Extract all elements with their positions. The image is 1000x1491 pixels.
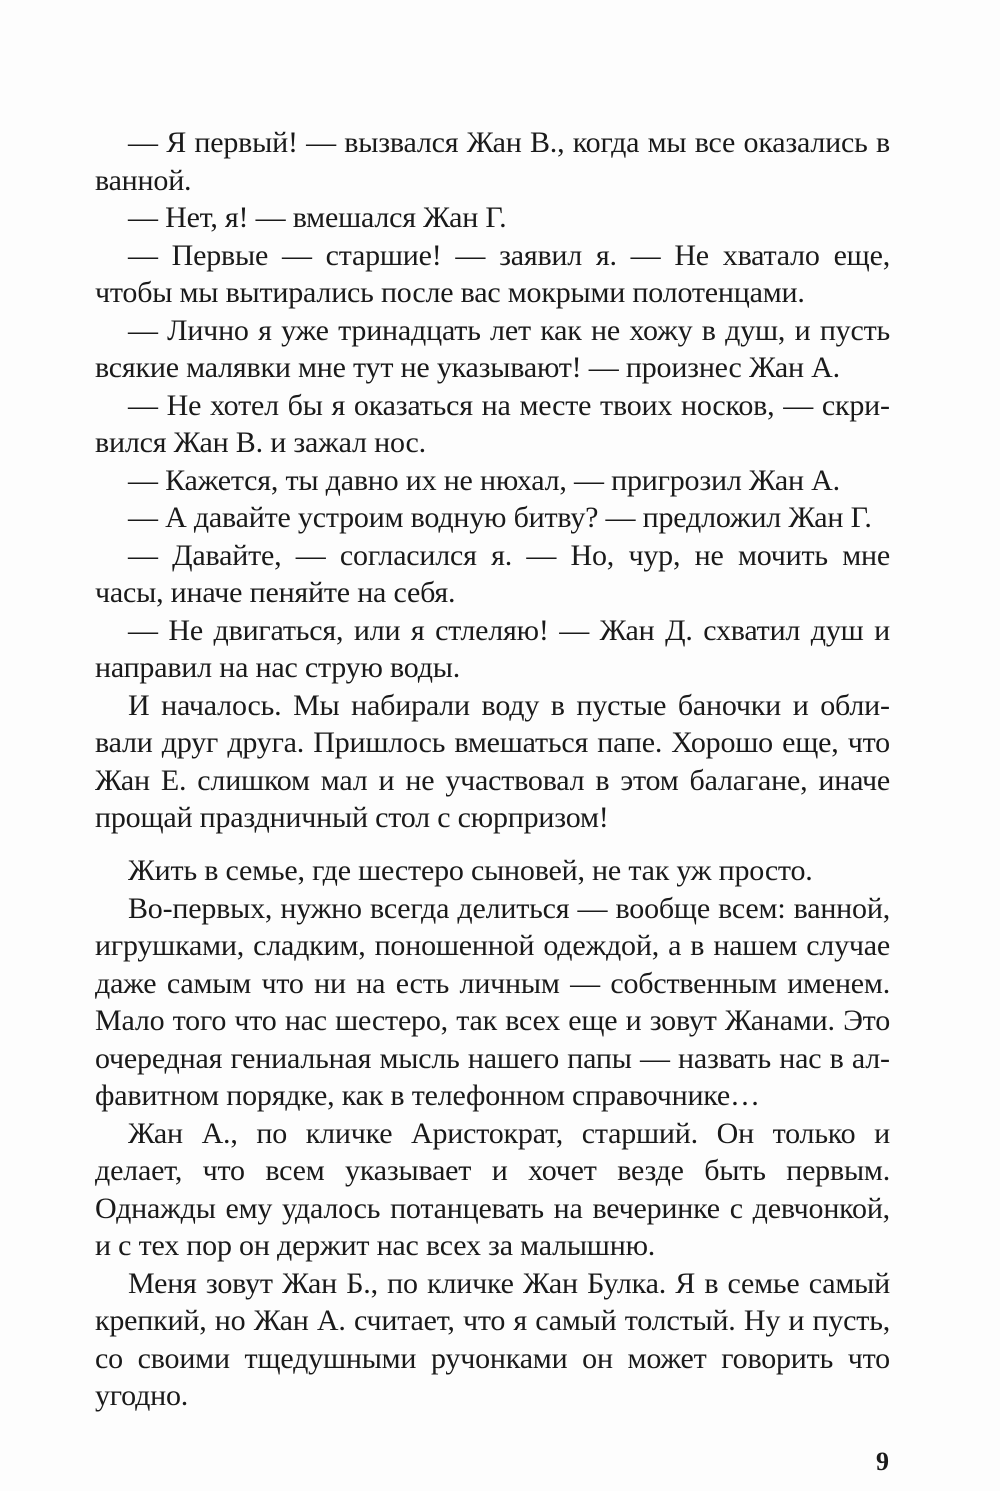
paragraph: И началось. Мы набирали воду в пустые баночки и обливали друг друга. Пришлось вмешаться папе. Хорошо еще, что Жан Е. слишком мал и не участвовал в этом балагане, иначе прощай праздничный стол с сюрпризом!	[95, 688, 890, 834]
paragraph: Жить в семье, где шестеро сыновей, не так уж просто.	[128, 854, 813, 887]
narrative-section	[95, 852, 890, 1415]
dialogue-section	[95, 124, 890, 837]
paragraph: — Давайте, — согласился я. — Но, чур, не мочить мне часы, иначе пеняйте на себя.	[95, 538, 890, 609]
paragraph: — Кажется, ты давно их не нюхал, — пригрозил Жан А.	[128, 463, 840, 497]
paragraph: — Лично я уже тринадцать лет как не хожу в душ, и пусть всякие малявки мне тут не указывают! — произнес Жан А.	[95, 313, 890, 384]
page-number: 9	[876, 1447, 889, 1476]
paragraph: — Я первый! — вызвался Жан В., когда мы все оказались в ванной.	[95, 126, 890, 197]
paragraph: Меня зовут Жан Б., по кличке Жан Булка. Я в семье самый крепкий, но Жан А. считает, что я самый толстый. Ну и пусть, со своими тщедушными ручонками он может говорить что угодно.	[95, 1266, 890, 1412]
paragraph: — А давайте устроим водную битву? — предложил Жан Г.	[128, 501, 872, 534]
paragraph: — Нет, я! — вмешался Жан Г.	[128, 201, 507, 234]
paragraph: Во-первых, нужно всегда делиться — вообще всем: ванной, игрушками, сладким, поношенной одеждой, а в нашем случае даже самым что ни на есть личным — собственным именем. Мало того что нас шестеро, так всех еще и зовут Жанами. Это очередная гениальная мысль нашего папы — назвать нас в алфавитном порядке, как в телефонном справочнике…	[95, 891, 890, 1112]
paragraph: — Не хотел бы я оказаться на месте твоих носков, — скривился Жан В. и зажал нос.	[95, 388, 890, 459]
paragraph: Жан А., по кличке Аристократ, старший. Он только и делает, что всем указывает и хочет везде быть первым. Однажды ему удалось потанцевать на вечеринке с девчонкой, и с тех пор он держит нас всех за малышню.	[95, 1116, 890, 1262]
paragraph: — Не двигаться, или я стлеляю! — Жан Д. схватил душ и направил на нас струю воды.	[95, 613, 890, 684]
paragraph: — Первые — старшие! — заявил я. — Не хватало еще, чтобы мы вытирались после вас мокрыми полотенцами.	[95, 238, 890, 309]
